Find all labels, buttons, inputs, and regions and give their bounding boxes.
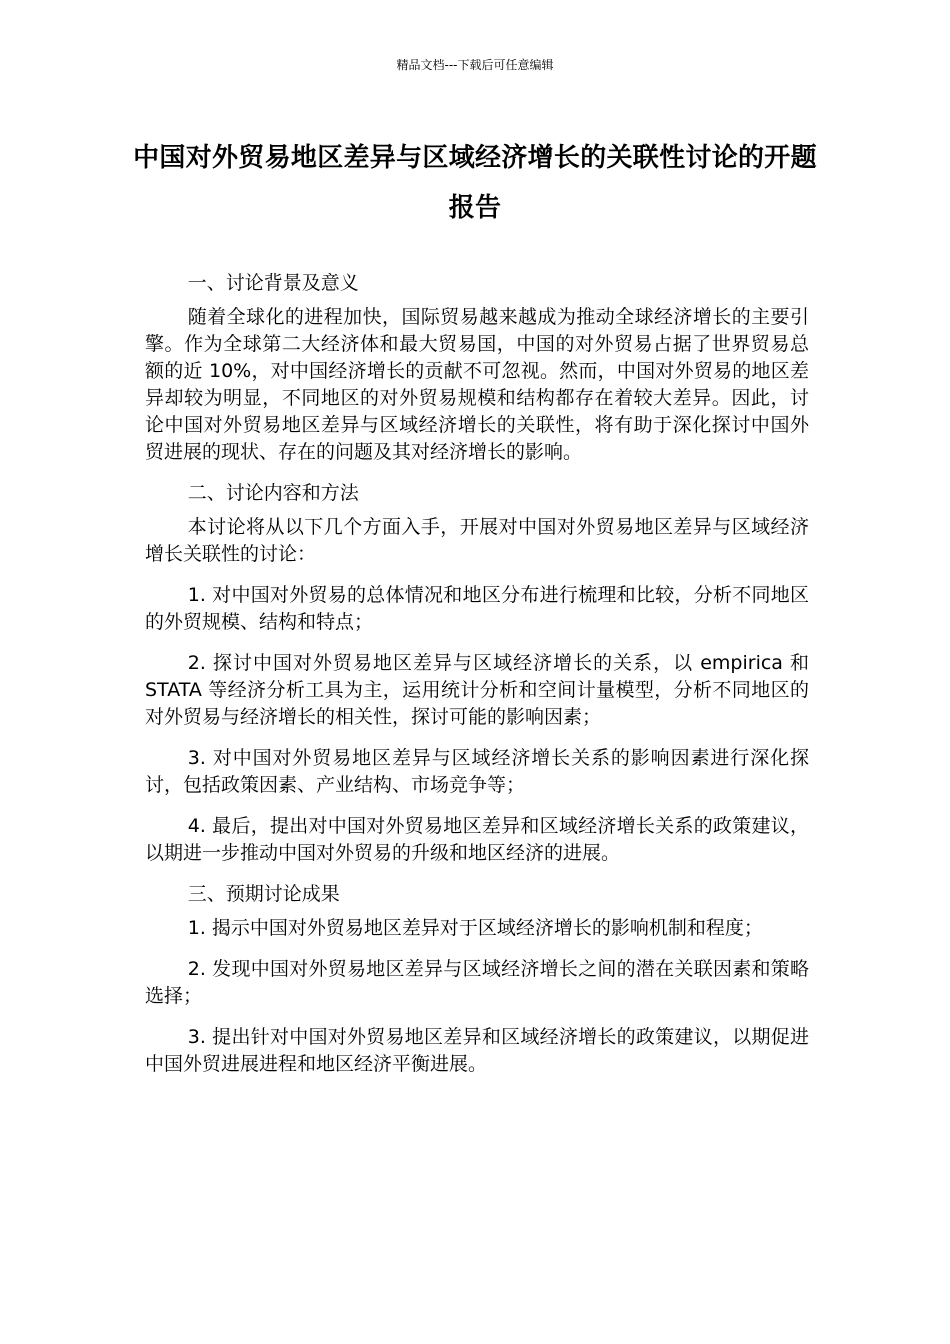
list-item-result-3: 3. 提出针对中国对外贸易地区差异和区域经济增长的政策建议，以期促进中国外贸进展进程和地区经济平衡进展。 (145, 1026, 809, 1075)
section-heading-expected-results: 三、预期讨论成果 (187, 883, 340, 905)
list-item-content-2: 2. 探讨中国对外贸易地区差异与区域经济增长的关系，以 empirica 和 STATA 等经济分析工具为主，运用统计分析和空间计量模型，分析不同地区的对外贸易与经济增长的相关性，探讨可能的影响因素； (145, 652, 809, 728)
section-heading-background: 一、讨论背景及意义 (187, 272, 359, 294)
section-heading-content-method: 二、讨论内容和方法 (187, 482, 359, 504)
list-item-result-2: 2. 发现中国对外贸易地区差异与区域经济增长之间的潜在关联因素和策略选择； (145, 958, 809, 1007)
list-item-content-4: 4. 最后，提出对中国对外贸易地区差异和区域经济增长关系的政策建议，以期进一步推动中国对外贸易的升级和地区经济的进展。 (145, 815, 809, 864)
list-item-content-1: 1. 对中国对外贸易的总体情况和地区分布进行梳理和比较，分析不同地区的外贸规模、结构和特点； (145, 584, 809, 633)
list-item-content-3: 3. 对中国对外贸易地区差异与区域经济增长关系的影响因素进行深化探讨，包括政策因素、产业结构、市场竞争等； (145, 747, 809, 796)
document-title: 中国对外贸易地区差异与区域经济增长的关联性讨论的开题报告 (133, 143, 817, 223)
paragraph-background: 随着全球化的进程加快，国际贸易越来越成为推动全球经济增长的主要引擎。作为全球第二大经济体和最大贸易国，中国的对外贸易占据了世界贸易总额的近 10%，对中国经济增长的贡献不可忽视。然而，中国对外贸易的地区差异却较为明显，不同地区的对外贸易规模和结构都存在着较大差异。因此，讨论中国对外贸易地区差异与区域经济增长的关联性，将有助于深化探讨中国外贸进展的现状、存在的问题及其对经济增长的影响。 (145, 306, 809, 463)
paragraph-content-intro: 本讨论将从以下几个方面入手，开展对中国对外贸易地区差异与区域经济增长关联性的讨论： (145, 516, 809, 565)
page-header-note: 精品文档---下载后可任意编辑 (396, 58, 554, 72)
document-body (145, 270, 809, 1092)
list-item-result-1: 1. 揭示中国对外贸易地区差异对于区域经济增长的影响机制和程度； (187, 917, 763, 939)
